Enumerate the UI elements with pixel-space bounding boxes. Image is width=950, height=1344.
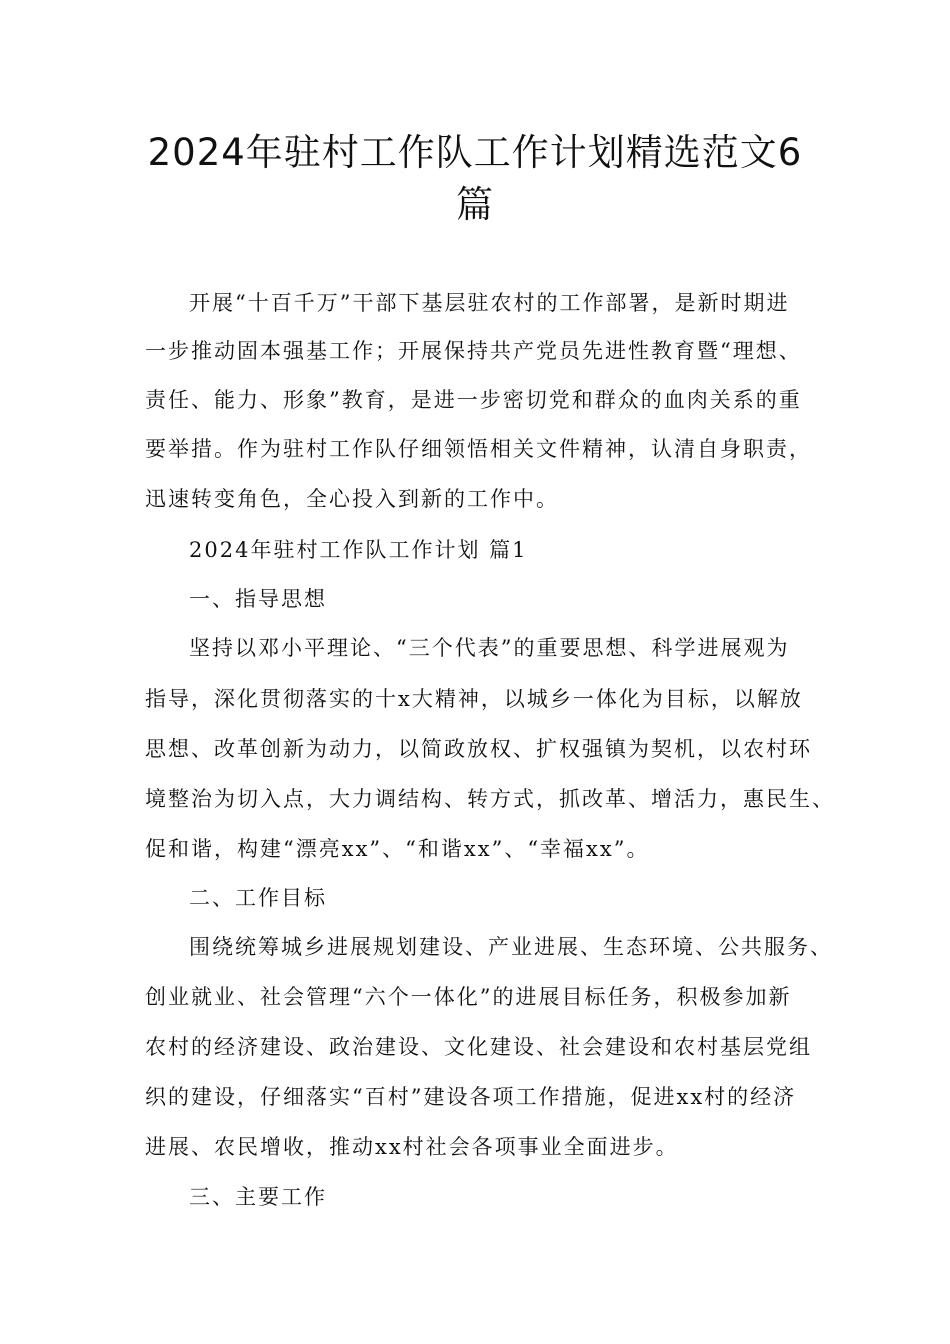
paragraph-2-line-4: 织的建设，仔细落实“百村”建设各项工作措施，促进xx村的经济 bbox=[145, 1085, 797, 1109]
paragraph-1-line-3: 思想、改革创新为动力，以简政放权、扩权强镇为契机，以农村环 bbox=[145, 737, 812, 761]
paragraph-2-line-3: 农村的经济建设、政治建设、文化建设、社会建设和农村基层党组 bbox=[145, 1035, 812, 1059]
paragraph-1-line-5: 促和谐，构建“漂亮xx”、“和谐xx”、“幸福xx”。 bbox=[145, 837, 650, 861]
paragraph-2-line-1: 围绕统筹城乡进展规划建设、产业进展、生态环境、公共服务、 bbox=[189, 935, 833, 959]
paragraph-1-line-4: 境整治为切入点，大力调结构、转方式，抓改革、增活力，惠民生、 bbox=[145, 787, 835, 811]
heading-main-work: 三、主要工作 bbox=[189, 1185, 327, 1209]
paragraph-1-line-1: 坚持以邓小平理论、“三个代表”的重要思想、科学进展观为 bbox=[189, 636, 790, 660]
heading-work-goals: 二、工作目标 bbox=[189, 886, 327, 910]
section-title: 2024年驻村工作队工作计划 篇1 bbox=[189, 538, 528, 562]
intro-line-3: 责任、能力、形象”教育，是进一步密切党和群众的血肉关系的重 bbox=[145, 388, 802, 412]
intro-line-4: 要举措。作为驻村工作队仔细领悟相关文件精神，认清自身职责， bbox=[145, 437, 812, 461]
paragraph-1-line-2: 指导，深化贯彻落实的十x大精神，以城乡一体化为目标，以解放 bbox=[145, 687, 803, 711]
document-title-line-1: 2024年驻村工作队工作计划精选范文6 bbox=[147, 131, 803, 174]
heading-guiding-thought: 一、指导思想 bbox=[189, 587, 327, 611]
document-title-line-2: 篇 bbox=[456, 183, 494, 226]
intro-line-2: 一步推动固本强基工作；开展保持共产党员先进性教育暨“理想、 bbox=[145, 339, 802, 363]
intro-line-1: 开展“十百千万”干部下基层驻农村的工作部署，是新时期进 bbox=[189, 291, 790, 315]
paragraph-2-line-5: 进展、农民增收，推动xx村社会各项事业全面进步。 bbox=[145, 1135, 679, 1159]
paragraph-2-line-2: 创业就业、社会管理“六个一体化”的进展目标任务，积极参加新 bbox=[145, 985, 792, 1009]
intro-line-5: 迅速转变角色，全心投入到新的工作中。 bbox=[145, 487, 559, 511]
